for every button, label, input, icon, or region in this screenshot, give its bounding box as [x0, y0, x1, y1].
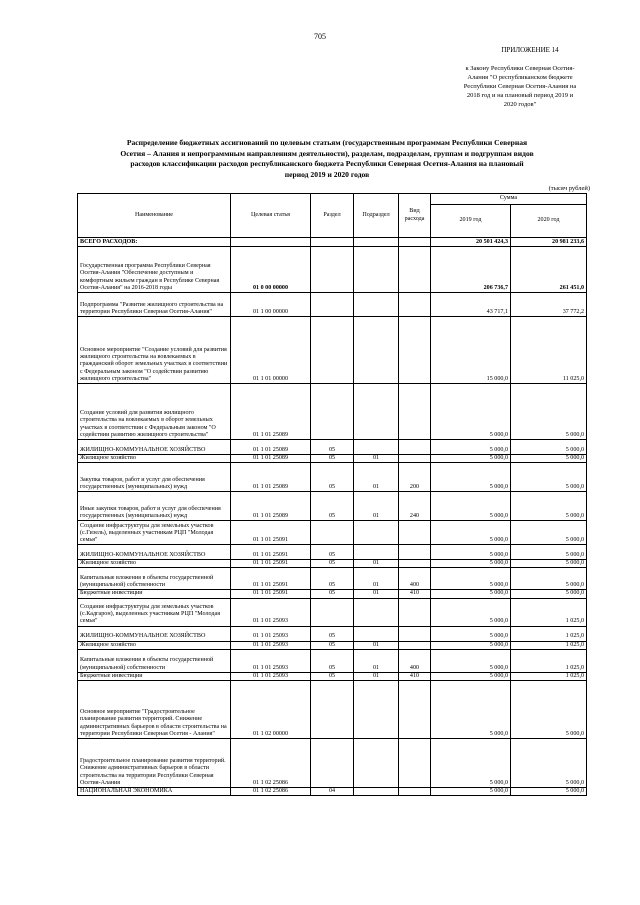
row-amount-2019-cell: 5 000,0: [431, 598, 511, 626]
table-row: [78, 739, 587, 788]
row-amount-2019-cell: 5 000,0: [431, 560, 511, 568]
law-reference-line: к Закону Республики Северная Осетия-: [465, 65, 575, 72]
row-section-cell: 05: [311, 492, 354, 521]
row-target-article-cell: 01 1 01 25091: [231, 521, 311, 545]
row-name-cell: Градостроительное планирование развития территорий. Снижение административных барьеров в области строительства на территории Республики Северная Осетия-Алания: [78, 739, 231, 788]
law-reference-line: 2018 год и на плановый период 2019 и: [466, 92, 574, 99]
row-target-article-cell: 01 1 01 25093: [231, 626, 311, 641]
row-target-article-cell: 01 1 01 25093: [231, 649, 311, 672]
table-row: [78, 492, 587, 521]
appendix-label: ПРИЛОЖЕНИЕ 14: [501, 46, 559, 54]
header-sum: Сумма: [431, 194, 587, 205]
row-amount-2020-cell: 5 000,0: [511, 463, 587, 492]
header-year-2020: 2020 год: [511, 205, 587, 238]
row-amount-2020-cell: 1 025,0: [511, 598, 587, 626]
row-subsection-cell: [354, 384, 399, 440]
row-subsection-cell: 01: [354, 455, 399, 463]
row-amount-2019-cell: 5 000,0: [431, 521, 511, 545]
row-target-article-cell: 01 0 00 00000: [231, 247, 311, 293]
row-amount-2019-cell: 5 000,0: [431, 788, 511, 796]
row-section-cell: [311, 681, 354, 739]
row-name-cell: Закупка товаров, работ и услуг для обеспечения государственных (муниципальных) нужд: [78, 463, 231, 492]
row-name-cell: Бюджетные инвестиции: [78, 672, 231, 680]
row-amount-2020-cell: 5 000,0: [511, 590, 587, 598]
row-subsection-cell: [354, 739, 399, 788]
row-amount-2019-cell: 5 000,0: [431, 492, 511, 521]
row-section-cell: 05: [311, 649, 354, 672]
title-line: Распределение бюджетных ассигнований по целевым статьям (государственным программам Республики Северная: [126, 138, 528, 147]
row-target-article-cell: 01 1 02 25086: [231, 739, 311, 788]
row-section-cell: [311, 598, 354, 626]
law-reference-line: Алания "О республиканском бюджете: [467, 74, 573, 81]
budget-table: [77, 193, 587, 796]
row-name-cell: Подпрограмма "Развитие жилищного строительства на территории Республики Северная Осетия-Алания": [78, 293, 231, 317]
row-section-cell: [311, 247, 354, 293]
row-target-article-cell: 01 1 01 25089: [231, 463, 311, 492]
row-subsection-cell: 01: [354, 463, 399, 492]
table-row: [78, 521, 587, 545]
table-row: [78, 455, 587, 463]
row-amount-2020-cell: 5 000,0: [511, 440, 587, 455]
row-expense-type-cell: [399, 681, 431, 739]
row-name-cell: Основное мероприятие "Градостроительное планирование развития территорий. Снижение административных барьеров в области строительства на территории Республики Северная Осетия - Алания": [78, 681, 231, 739]
row-amount-2019-cell: 5 000,0: [431, 672, 511, 680]
row-amount-2019-cell: 5 000,0: [431, 641, 511, 649]
row-expense-type-cell: [399, 238, 431, 247]
title-line: Осетия – Алания и непрограммным направлениям деятельности), разделам, подразделам, группам и подгруппам видов: [120, 148, 534, 158]
table-row: [78, 649, 587, 672]
row-name-cell: Иные закупки товаров, работ и услуг для обеспечения государственных (муниципальных) нужд: [78, 492, 231, 521]
row-section-cell: 05: [311, 626, 354, 641]
row-amount-2020-cell: 5 000,0: [511, 455, 587, 463]
row-expense-type-cell: 200: [399, 463, 431, 492]
row-amount-2019-cell: 20 501 424,3: [431, 238, 511, 247]
row-expense-type-cell: [399, 788, 431, 796]
row-expense-type-cell: 240: [399, 492, 431, 521]
row-target-article-cell: 01 1 01 25089: [231, 492, 311, 521]
row-subsection-cell: [354, 238, 399, 247]
row-target-article-cell: 01 1 01 00000: [231, 317, 311, 384]
row-subsection-cell: [354, 545, 399, 560]
row-section-cell: 05: [311, 440, 354, 455]
row-amount-2019-cell: 5 000,0: [431, 440, 511, 455]
row-amount-2020-cell: 5 000,0: [511, 739, 587, 788]
table-row: [78, 788, 587, 796]
row-expense-type-cell: [399, 521, 431, 545]
row-expense-type-cell: 400: [399, 649, 431, 672]
row-subsection-cell: [354, 788, 399, 796]
row-subsection-cell: [354, 440, 399, 455]
row-amount-2020-cell: 5 000,0: [511, 560, 587, 568]
row-expense-type-cell: [399, 317, 431, 384]
row-amount-2020-cell: 1 025,0: [511, 672, 587, 680]
law-reference-line: Республики Северная Осетия-Алания на: [463, 83, 577, 90]
row-amount-2020-cell: 1 025,0: [511, 649, 587, 672]
table-row: [78, 247, 587, 293]
row-amount-2019-cell: 5 000,0: [431, 545, 511, 560]
row-expense-type-cell: [399, 293, 431, 317]
row-target-article-cell: 01 1 02 00000: [231, 681, 311, 739]
row-expense-type-cell: [399, 739, 431, 788]
title-line: период 2019 и 2020 годов: [284, 169, 370, 179]
row-amount-2020-cell: 5 000,0: [511, 492, 587, 521]
row-name-cell: Создание условий для развития жилищного строительства на вовлекаемых в оборот земельных участках в соответствии с Федеральным законом "О содействии развитию жилищного строительства": [78, 384, 231, 440]
row-section-cell: 05: [311, 641, 354, 649]
row-target-article-cell: 01 1 02 25086: [231, 788, 311, 796]
row-section-cell: [311, 317, 354, 384]
row-section-cell: 05: [311, 590, 354, 598]
row-name-cell: Создание инфраструктуры для земельных участков (с.Кадгарон), выделенных участникам РЦП "Молодая семья": [78, 598, 231, 626]
row-expense-type-cell: [399, 641, 431, 649]
row-amount-2019-cell: 5 000,0: [431, 590, 511, 598]
row-expense-type-cell: [399, 440, 431, 455]
row-amount-2019-cell: 5 000,0: [431, 455, 511, 463]
row-expense-type-cell: 400: [399, 568, 431, 590]
row-target-article-cell: 01 1 01 25091: [231, 568, 311, 590]
table-row: [78, 545, 587, 560]
row-subsection-cell: [354, 681, 399, 739]
table-row: [78, 560, 587, 568]
row-amount-2019-cell: 5 000,0: [431, 649, 511, 672]
row-subsection-cell: [354, 247, 399, 293]
row-amount-2020-cell: 20 981 233,6: [511, 238, 587, 247]
row-name-cell: ЖИЛИЩНО-КОММУНАЛЬНОЕ ХОЗЯЙСТВО: [78, 626, 231, 641]
row-section-cell: 05: [311, 568, 354, 590]
row-target-article-cell: 01 1 01 25089: [231, 384, 311, 440]
row-subsection-cell: [354, 521, 399, 545]
row-name-cell: Жилищное хозяйство: [78, 560, 231, 568]
row-name-cell: Бюджетные инвестиции: [78, 590, 231, 598]
row-amount-2019-cell: 5 000,0: [431, 626, 511, 641]
row-expense-type-cell: [399, 626, 431, 641]
row-name-cell: НАЦИОНАЛЬНАЯ ЭКОНОМИКА: [78, 788, 231, 796]
row-amount-2020-cell: 5 000,0: [511, 521, 587, 545]
row-name-cell: Капитальные вложения в объекты государственной (муниципальной) собственности: [78, 568, 231, 590]
row-target-article-cell: 01 1 00 00000: [231, 293, 311, 317]
header-target-article: Целевая статья: [231, 194, 311, 238]
table-row: [78, 641, 587, 649]
row-section-cell: [311, 384, 354, 440]
row-section-cell: 05: [311, 672, 354, 680]
row-expense-type-cell: [399, 384, 431, 440]
row-amount-2020-cell: 261 451,0: [511, 247, 587, 293]
table-row: [78, 590, 587, 598]
row-subsection-cell: [354, 598, 399, 626]
row-name-cell: Основное мероприятие "Создание условий для развития жилищного строительства на вовлекаемых в гражданский оборот земельных участках в соответствии с Федеральным законом "О содействии развитию жилищного строительства": [78, 317, 231, 384]
table-row: [78, 681, 587, 739]
table-row: [78, 440, 587, 455]
table-row: [78, 463, 587, 492]
header-section: Раздел: [311, 194, 354, 238]
row-expense-type-cell: 410: [399, 672, 431, 680]
row-target-article-cell: 01 1 01 25089: [231, 440, 311, 455]
row-subsection-cell: 01: [354, 649, 399, 672]
row-amount-2020-cell: 5 000,0: [511, 384, 587, 440]
row-name-cell: ВСЕГО РАСХОДОВ:: [78, 238, 231, 247]
row-expense-type-cell: [399, 560, 431, 568]
row-name-cell: ЖИЛИЩНО-КОММУНАЛЬНОЕ ХОЗЯЙСТВО: [78, 545, 231, 560]
row-target-article-cell: 01 1 01 25091: [231, 590, 311, 598]
table-body: [78, 238, 587, 796]
row-amount-2020-cell: 11 025,0: [511, 317, 587, 384]
row-amount-2020-cell: 5 000,0: [511, 788, 587, 796]
table-row: [78, 626, 587, 641]
row-amount-2019-cell: 5 000,0: [431, 681, 511, 739]
units-label: (тысяч рублей): [548, 185, 590, 192]
header-name: Наименование: [78, 194, 231, 238]
row-section-cell: [311, 238, 354, 247]
row-expense-type-cell: [399, 247, 431, 293]
table-row: [78, 598, 587, 626]
row-name-cell: Жилищное хозяйство: [78, 641, 231, 649]
row-subsection-cell: [354, 293, 399, 317]
table-row: [78, 293, 587, 317]
row-subsection-cell: 01: [354, 641, 399, 649]
row-section-cell: 05: [311, 463, 354, 492]
row-target-article-cell: 01 1 01 25093: [231, 672, 311, 680]
row-amount-2020-cell: 1 025,0: [511, 626, 587, 641]
document-title: [78, 138, 576, 180]
row-section-cell: [311, 739, 354, 788]
row-expense-type-cell: [399, 598, 431, 626]
law-reference: [440, 64, 600, 109]
row-name-cell: Создание инфраструктуры для земельных участков (с.Гизель), выделенных участникам РЦП "Молодая семья": [78, 521, 231, 545]
row-amount-2020-cell: 1 025,0: [511, 641, 587, 649]
row-amount-2019-cell: 5 000,0: [431, 739, 511, 788]
row-subsection-cell: [354, 626, 399, 641]
title-line: расходов классификации расходов республиканского бюджета Республики Северная Осетия-Алания на плановый: [130, 159, 524, 168]
header-year-2019: 2019 год: [431, 205, 511, 238]
row-subsection-cell: 01: [354, 672, 399, 680]
row-name-cell: Жилищное хозяйство: [78, 455, 231, 463]
row-amount-2020-cell: 5 000,0: [511, 545, 587, 560]
row-subsection-cell: [354, 317, 399, 384]
row-expense-type-cell: 410: [399, 590, 431, 598]
header-expense-type: Вид расхода: [399, 194, 431, 238]
row-target-article-cell: 01 1 01 25091: [231, 560, 311, 568]
page-number: 705: [314, 32, 326, 41]
row-amount-2019-cell: 5 000,0: [431, 384, 511, 440]
table-row: [78, 672, 587, 680]
row-expense-type-cell: [399, 455, 431, 463]
row-section-cell: 05: [311, 455, 354, 463]
row-section-cell: 05: [311, 545, 354, 560]
row-target-article-cell: [231, 238, 311, 247]
row-section-cell: [311, 521, 354, 545]
table-row: [78, 238, 587, 247]
row-amount-2019-cell: 43 717,1: [431, 293, 511, 317]
row-subsection-cell: 01: [354, 492, 399, 521]
table-row: [78, 317, 587, 384]
row-expense-type-cell: [399, 545, 431, 560]
row-amount-2020-cell: 5 000,0: [511, 681, 587, 739]
table-row: [78, 568, 587, 590]
row-subsection-cell: 01: [354, 568, 399, 590]
row-section-cell: 05: [311, 560, 354, 568]
header-subsection: Подраздел: [354, 194, 399, 238]
row-amount-2020-cell: 5 000,0: [511, 568, 587, 590]
row-name-cell: Капитальные вложения в объекты государственной (муниципальной) собственности: [78, 649, 231, 672]
row-amount-2019-cell: 5 000,0: [431, 463, 511, 492]
row-amount-2019-cell: 15 000,0: [431, 317, 511, 384]
law-reference-line: 2020 годов": [503, 101, 537, 108]
row-amount-2020-cell: 37 772,2: [511, 293, 587, 317]
row-target-article-cell: 01 1 01 25093: [231, 641, 311, 649]
row-target-article-cell: 01 1 01 25089: [231, 455, 311, 463]
row-section-cell: [311, 293, 354, 317]
row-subsection-cell: 01: [354, 560, 399, 568]
row-name-cell: Государственная программа Республики Северная Осетия-Алания "Обеспечение доступным и комфортным жильем граждан в Республике Северная Осетия-Алания" на 2016-2018 годы: [78, 247, 231, 293]
row-subsection-cell: 01: [354, 590, 399, 598]
table-row: [78, 384, 587, 440]
row-section-cell: 04: [311, 788, 354, 796]
row-amount-2019-cell: 5 000,0: [431, 568, 511, 590]
row-amount-2019-cell: 206 736,7: [431, 247, 511, 293]
row-target-article-cell: 01 1 01 25093: [231, 598, 311, 626]
row-target-article-cell: 01 1 01 25091: [231, 545, 311, 560]
row-name-cell: ЖИЛИЩНО-КОММУНАЛЬНОЕ ХОЗЯЙСТВО: [78, 440, 231, 455]
